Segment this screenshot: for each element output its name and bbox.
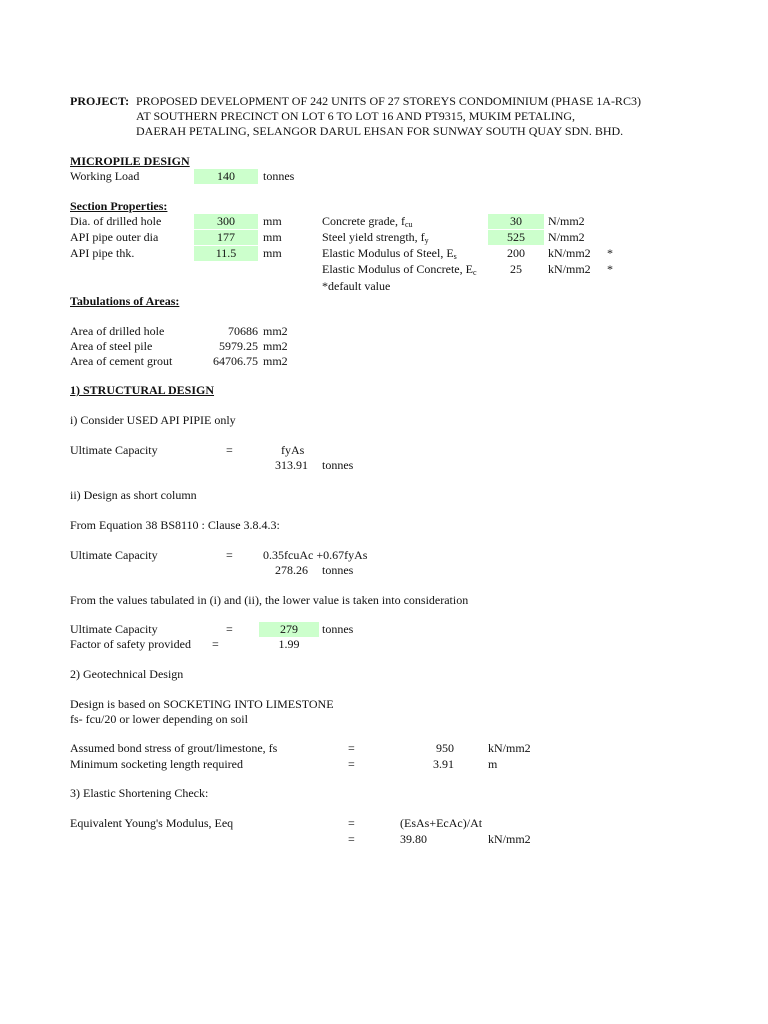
socket-length-label: Minimum socketing length required (70, 757, 243, 771)
default-mark: * (607, 262, 613, 276)
eeq-formula: (EsAs+EcAc)/At (400, 816, 483, 830)
eeq-value: 39.80 (400, 832, 427, 846)
area-unit: mm2 (263, 324, 288, 338)
steel-yield-unit: N/mm2 (548, 230, 585, 244)
section-title: Section Properties: (70, 199, 168, 213)
area-unit: mm2 (263, 354, 288, 368)
project-line-3: DAERAH PETALING, SELANGOR DARUL EHSAN FOR SUNWAY SOUTH QUAY SDN. BHD. (136, 124, 624, 138)
eeq-unit: kN/mm2 (488, 832, 531, 846)
default-mark: * (607, 246, 613, 260)
uc1-value: 313.91 (275, 458, 308, 472)
final-uc-label: Ultimate Capacity (70, 622, 158, 636)
project-line-1: PROPOSED DEVELOPMENT OF 242 UNITS OF 27 STOREYS CONDOMINIUM (PHASE 1A-RC3) (136, 94, 641, 108)
micropile-title: MICROPILE DESIGN (70, 154, 190, 168)
section-left-label: API pipe thk. (70, 246, 135, 260)
uc1-formula: fyAs (281, 443, 305, 457)
uc1-unit: tonnes (322, 458, 354, 472)
final-uc-unit: tonnes (322, 622, 354, 636)
working-load-value[interactable]: 140 (194, 169, 258, 184)
area-label: Area of steel pile (70, 339, 153, 353)
bond-stress-unit: kN/mm2 (488, 741, 531, 755)
steel-yield-value[interactable]: 525 (488, 230, 544, 245)
area-label: Area of drilled hole (70, 324, 165, 338)
working-load-label: Working Load (70, 169, 140, 183)
pipe-outer-dia-value[interactable]: 177 (194, 230, 258, 245)
section-left-label: Dia. of drilled hole (70, 214, 162, 228)
uc2-unit: tonnes (322, 563, 354, 577)
equals-sign: = (226, 622, 233, 636)
area-value: 70686 (228, 324, 258, 338)
bond-stress-value: 950 (436, 741, 454, 755)
section-left-unit: mm (263, 230, 282, 244)
final-uc-value[interactable]: 279 (259, 622, 319, 637)
uc1-label: Ultimate Capacity (70, 443, 158, 457)
areas-title: Tabulations of Areas: (70, 294, 180, 308)
area-label: Area of cement grout (70, 354, 173, 368)
default-value-note: *default value (322, 279, 391, 293)
concrete-grade-value[interactable]: 30 (488, 214, 544, 229)
drilled-hole-dia-value[interactable]: 300 (194, 214, 258, 229)
lower-value-note: From the values tabulated in (i) and (ii), the lower value is taken into consideration (70, 593, 469, 607)
bond-stress-label: Assumed bond stress of grout/limestone, fs (70, 741, 278, 755)
geotech-basis: Design is based on SOCKETING INTO LIMESTONE (70, 697, 334, 711)
equals-sign: = (348, 816, 355, 830)
concrete-modulus-unit: kN/mm2 (548, 262, 591, 276)
section-left-unit: mm (263, 246, 282, 260)
fos-value: 1.99 (278, 637, 300, 651)
equals-sign: = (348, 832, 355, 846)
project-label: PROJECT: (70, 94, 130, 108)
uc2-label: Ultimate Capacity (70, 548, 158, 562)
concrete-grade-unit: N/mm2 (548, 214, 585, 228)
equation-reference: From Equation 38 BS8110 : Clause 3.8.4.3: (70, 518, 280, 532)
area-value: 64706.75 (213, 354, 258, 368)
project-line-2: AT SOUTHERN PRECINCT ON LOT 6 TO LOT 16 AND PT9315, MUKIM PETALING, (136, 109, 576, 123)
equals-sign: = (348, 741, 355, 755)
eeq-label: Equivalent Young's Modulus, Eeq (70, 816, 234, 830)
section-left-label: API pipe outer dia (70, 230, 159, 244)
area-unit: mm2 (263, 339, 288, 353)
geotech-title: 2) Geotechnical Design (70, 667, 184, 681)
case-1-heading: i) Consider USED API PIPIE only (70, 413, 236, 427)
case-2-heading: ii) Design as short column (70, 488, 197, 502)
structural-title: 1) STRUCTURAL DESIGN (70, 383, 215, 397)
pipe-thickness-value[interactable]: 11.5 (194, 246, 258, 261)
section-left-unit: mm (263, 214, 282, 228)
socket-length-unit: m (488, 757, 498, 771)
uc2-formula: 0.35fcuAc +0.67fyAs (263, 548, 368, 562)
steel-modulus-value: 200 (507, 246, 525, 260)
elastic-title: 3) Elastic Shortening Check: (70, 786, 209, 800)
steel-yield-label: Steel yield strength, $f_y$ (322, 230, 429, 245)
steel-modulus-unit: kN/mm2 (548, 246, 591, 260)
uc2-value: 278.26 (275, 563, 308, 577)
concrete-modulus-label: Elastic Modulus of Concrete, $E_c$ (322, 262, 477, 277)
concrete-grade-label: Concrete grade, $f_{cu}$ (322, 214, 413, 229)
concrete-modulus-value: 25 (510, 262, 522, 276)
equals-sign: = (348, 757, 355, 771)
steel-modulus-label: Elastic Modulus of Steel, $E_s$ (322, 246, 457, 261)
fos-label: Factor of safety provided (70, 637, 191, 651)
equals-sign: = (226, 548, 233, 562)
area-value: 5979.25 (219, 339, 258, 353)
working-load-unit: tonnes (263, 169, 295, 183)
socket-length-value: 3.91 (433, 757, 454, 771)
fs-note: fs- fcu/20 or lower depending on soil (70, 712, 248, 726)
equals-sign: = (212, 637, 219, 651)
equals-sign: = (226, 443, 233, 457)
